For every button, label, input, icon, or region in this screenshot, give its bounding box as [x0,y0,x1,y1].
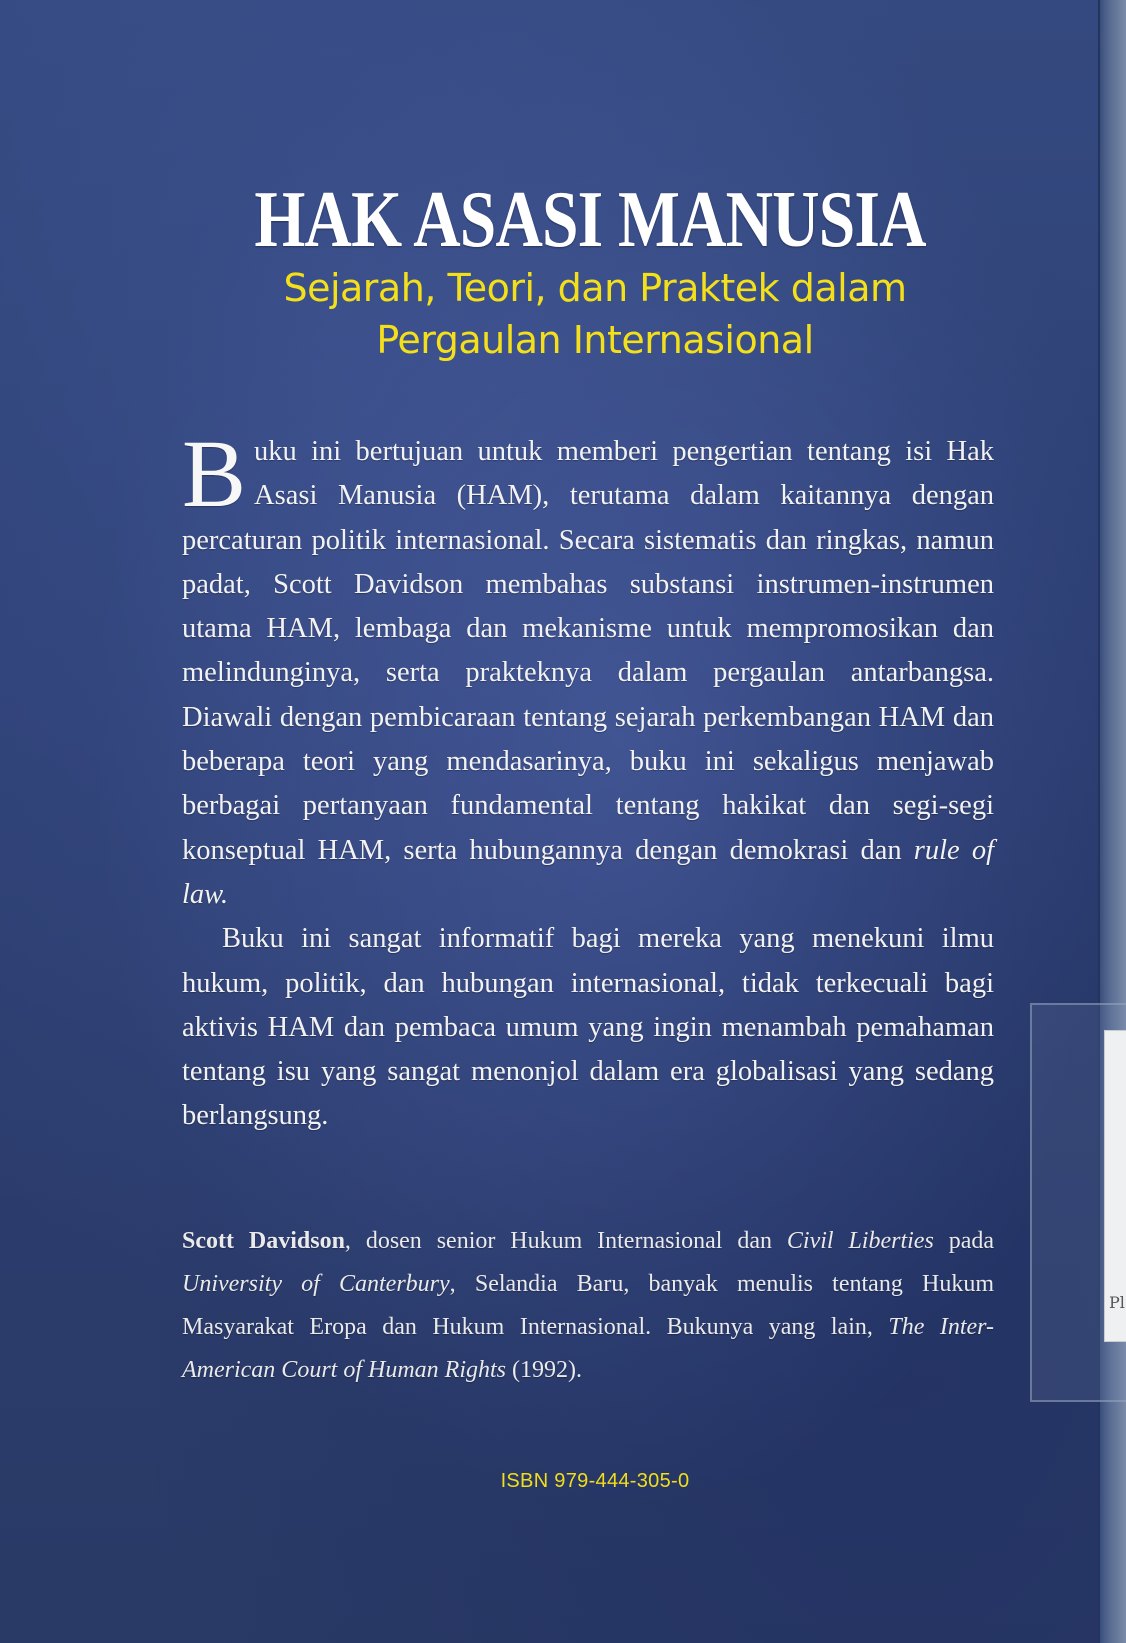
book-title: HAK ASASI MANUSIA [254,176,926,264]
drop-cap: B [182,420,247,527]
description-paragraph-1 [182,420,995,917]
author-bio-italic-2: University of Canterbury [182,1271,450,1297]
author-bio-text-4: (1992). [512,1357,582,1383]
author-bio-italic-3: The Inter-American Court of Human Rights [182,1314,994,1383]
author-bio [182,1220,994,1392]
isbn-number: ISBN 979-444-305-0 [500,1470,690,1492]
author-bio-text-2: pada [948,1228,995,1254]
library-label-text: Pl [1109,1293,1125,1312]
paragraph-1-italic: rule of law. [182,834,995,910]
book-subtitle [200,262,990,366]
library-call-number-label [1104,1030,1126,1342]
author-bio-text-1: , dosen senior Hukum Internasional dan [344,1228,772,1254]
author-bio-text-3: , Selandia Baru, banyak menulis tentang Hukum Masyarakat Eropa dan Hukum Internasional. Bukunya yang lain, [182,1271,994,1340]
description-paragraph-2: Buku ini sangat informatif bagi mereka yang menekuni ilmu hukum, politik, dan hubungan internasional, tidak terkecuali bagi aktivis HAM dan pembaca umum yang ingin menambah pemahaman tentang isu yang sangat menonjol dalam era globalisasi yang sedang berlangsung. [182,923,994,1132]
book-description [182,420,995,1139]
subtitle-line-2: Pergaulan Internasional [376,318,814,362]
subtitle-line-1: Sejarah, Teori, dan Praktek dalam [283,266,907,310]
author-bio-italic-1: Civil Liberties [786,1228,934,1254]
author-name: Scott Davidson [182,1228,345,1254]
paragraph-1-text: uku ini bertujuan untuk memberi pengertian tentang isi Hak Asasi Manusia (HAM), terutama dalam kaitannya dengan percaturan politik internasional. Secara sistematis dan ringkas, namun padat, Scott Davidson membahas substansi instrumen-instrumen utama HAM, lembaga dan mekanisme untuk mempromosikan dan melindunginya, serta prakteknya dalam pergaulan antarbangsa. Diawali dengan pembicaraan tentang sejarah perkembangan HAM dan beberapa teori yang mendasarinya, buku ini sekaligus menjawab berbagai pertanyaan fundamental tentang hakikat dan segi-segi konseptual HAM, serta hubungannya dengan demokrasi dan [182,436,994,866]
